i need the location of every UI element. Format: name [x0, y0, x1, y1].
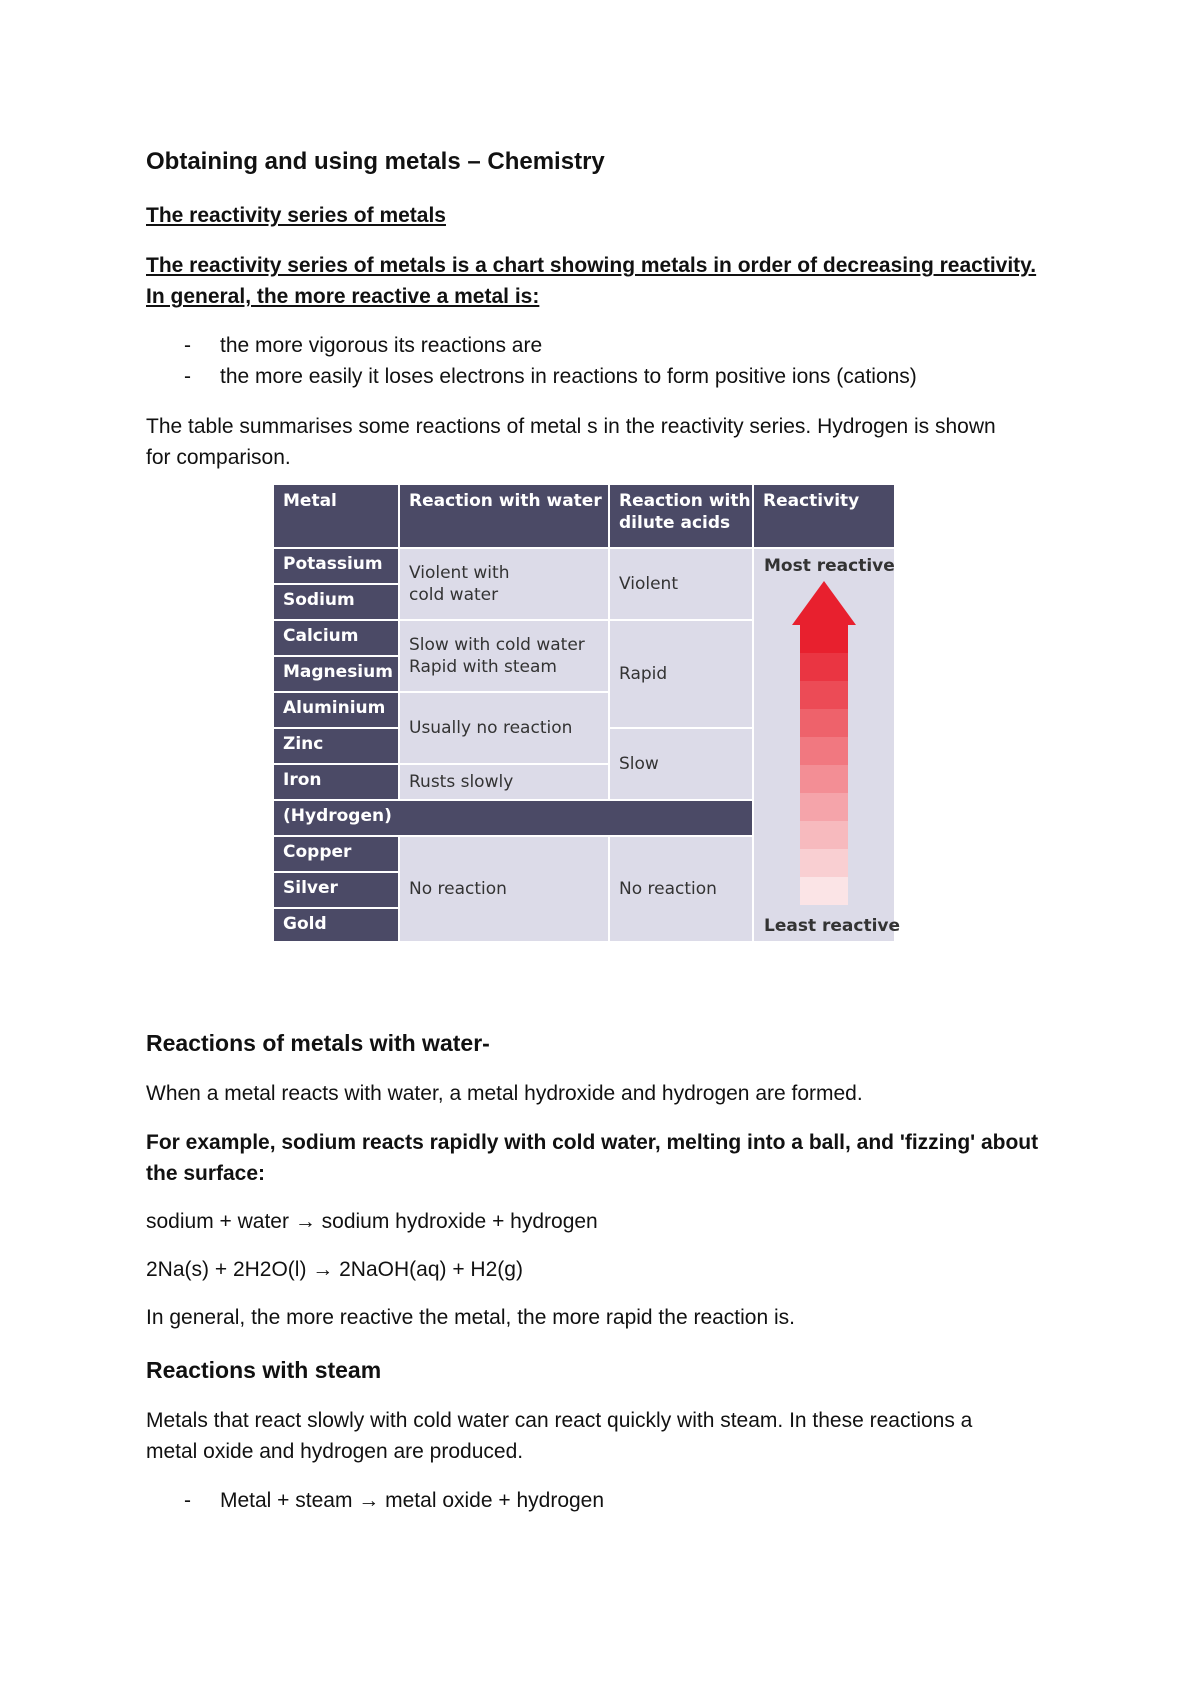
- metal-magnesium: Magnesium: [274, 657, 398, 691]
- summary-line-2: for comparison.: [146, 446, 291, 469]
- acids-violent-cell: Violent: [610, 549, 752, 619]
- water-none-cell: Usually no reaction: [400, 693, 608, 763]
- water-violent-cell: [400, 549, 608, 619]
- section-heading-steam: Reactions with steam: [146, 1357, 382, 1383]
- header-acids-line-1: Reaction with: [619, 491, 751, 511]
- water-example-line-1: For example, sodium reacts rapidly with cold water, melting into a ball, and 'fizzing' about: [146, 1131, 1039, 1154]
- bullet-item-2: the more easily it loses electrons in reactions to form positive ions (cations): [220, 365, 917, 388]
- steam-bullet: Metal + steam → metal oxide + hydrogen: [220, 1489, 605, 1512]
- water-violent-line-2: cold water: [409, 585, 499, 605]
- metal-copper: Copper: [274, 837, 398, 871]
- acids-no-reaction-cell: No reaction: [610, 837, 752, 941]
- bullet-dash: -: [184, 334, 191, 357]
- bullet-item-1: the more vigorous its reactions are: [220, 334, 543, 357]
- intro-line-1: The reactivity series of metals is a chart showing metals in order of decreasing reactivity.: [146, 254, 1037, 277]
- bullet-dash: -: [184, 1489, 191, 1512]
- acids-rapid-cell: Rapid: [610, 621, 752, 727]
- reactivity-table-figure: [274, 485, 901, 941]
- steam-paragraph-line-2: metal oxide and hydrogen are produced.: [146, 1440, 524, 1463]
- metal-silver: Silver: [274, 873, 398, 907]
- page-title: Obtaining and using metals – Chemistry: [146, 148, 605, 175]
- bullet-dash: -: [184, 365, 191, 388]
- header-acids: [610, 485, 752, 547]
- water-slow-line-1: Slow with cold water: [409, 635, 585, 655]
- water-slow-line-2: Rapid with steam: [409, 657, 557, 677]
- metal-aluminium: Aluminium: [274, 693, 398, 727]
- section-heading-reactivity-series: The reactivity series of metals: [146, 204, 446, 227]
- water-example-line-2: the surface:: [146, 1162, 266, 1185]
- steam-paragraph-line-1: Metals that react slowly with cold water can react quickly with steam. In these reactions a: [146, 1409, 973, 1432]
- metal-zinc: Zinc: [274, 729, 398, 763]
- water-paragraph-1: When a metal reacts with water, a metal hydroxide and hydrogen are formed.: [146, 1082, 863, 1105]
- most-reactive-label: Most reactive: [764, 556, 895, 576]
- water-violent-line-1: Violent with: [409, 563, 510, 583]
- metal-gold: Gold: [274, 909, 398, 941]
- intro-line-2: In general, the more reactive a metal is:: [146, 285, 540, 308]
- symbol-equation: 2Na(s) + 2H2O(l) → 2NaOH(aq) + H2(g): [146, 1258, 523, 1281]
- least-reactive-label: Least reactive: [764, 916, 901, 936]
- water-paragraph-3: In general, the more reactive the metal, the more rapid the reaction is.: [146, 1306, 796, 1329]
- water-slow-cell: [400, 621, 608, 691]
- water-rusts-cell: Rusts slowly: [400, 765, 608, 799]
- word-equation: sodium + water → sodium hydroxide + hydrogen: [146, 1210, 598, 1233]
- metal-hydrogen-row: (Hydrogen): [274, 801, 752, 835]
- header-reactivity: Reactivity: [754, 485, 894, 547]
- section-heading-water: Reactions of metals with water-: [146, 1030, 490, 1056]
- acids-slow-cell: Slow: [610, 729, 752, 799]
- header-metal: Metal: [274, 485, 398, 547]
- metal-sodium: Sodium: [274, 585, 398, 619]
- metal-iron: Iron: [274, 765, 398, 799]
- reactivity-arrow-icon: [754, 549, 894, 941]
- summary-line-1: The table summarises some reactions of metal s in the reactivity series. Hydrogen is shown: [146, 415, 996, 438]
- metal-potassium: Potassium: [274, 549, 398, 583]
- water-no-reaction-cell: No reaction: [400, 837, 608, 941]
- header-water: Reaction with water: [400, 485, 608, 547]
- metal-calcium: Calcium: [274, 621, 398, 655]
- header-acids-line-2: dilute acids: [619, 513, 731, 533]
